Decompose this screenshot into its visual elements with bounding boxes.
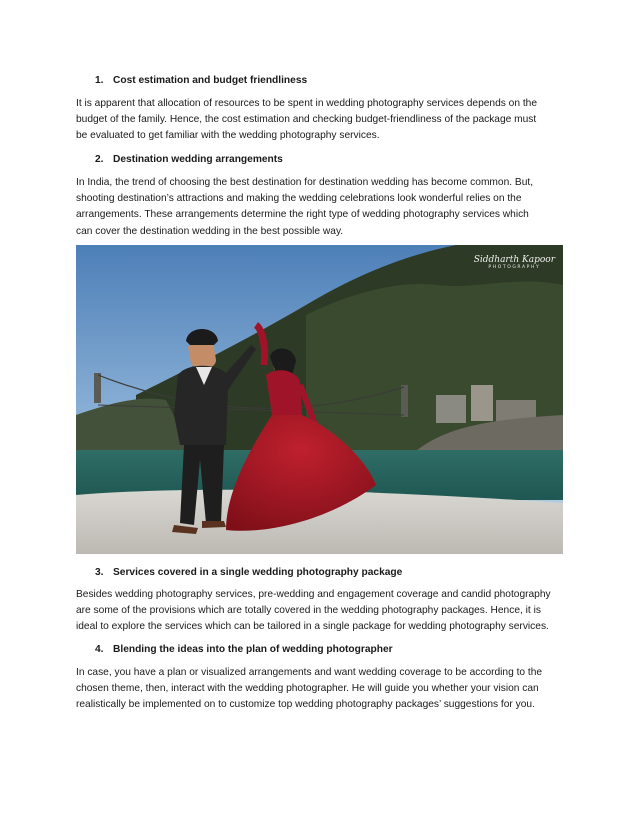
photographer-watermark — [474, 255, 555, 270]
section-4-heading — [95, 643, 393, 657]
section-1-heading — [95, 74, 307, 88]
section-2-paragraph — [76, 175, 566, 240]
paragraph-line: ideal to explore the services which can be tailored in a single package for wedding photography services. — [76, 621, 549, 633]
section-3-heading — [95, 566, 402, 580]
bridge-tower — [401, 385, 408, 417]
section-4-number: 4. — [95, 644, 104, 655]
paragraph-line: In India, the trend of choosing the best destination for destination wedding has become common. But, — [76, 177, 534, 188]
paragraph-line: chosen theme, then, interact with the wedding photographer. He will guide you whether your vision can — [76, 683, 539, 695]
section-4-title: Blending the ideas into the plan of wedding photographer — [113, 644, 393, 655]
paragraph-line: be evaluated to get familiar with the wedding photography services. — [76, 130, 380, 142]
section-2-number: 2. — [95, 154, 104, 165]
section-1-title: Cost estimation and budget friendliness — [113, 75, 308, 86]
section-2-heading — [95, 153, 283, 167]
section-1-number: 1. — [95, 75, 104, 86]
paragraph-line: can cover the destination wedding in the best possible way. — [76, 225, 344, 237]
section-3-paragraph — [76, 587, 566, 636]
paragraph-line: arrangements. These arrangements determine the right type of wedding photography services which — [76, 209, 529, 221]
section-3-title: Services covered in a single wedding photography package — [113, 567, 403, 578]
building — [436, 395, 466, 423]
bridge-tower — [94, 373, 101, 403]
building — [471, 385, 493, 421]
paragraph-line: It is apparent that allocation of resources to be spent in wedding photography services depends on the — [76, 98, 537, 109]
paragraph-line: In case, you have a plan or visualized arrangements and want wedding coverage to be according to the — [76, 667, 543, 678]
photo-illustration — [76, 245, 563, 554]
section-4-paragraph — [76, 665, 566, 714]
paragraph-line: Besides wedding photography services, pre-wedding and engagement coverage and candid photography — [76, 589, 551, 600]
paragraph-line: budget of the family. Hence, the cost estimation and checking budget-friendliness of the package must — [76, 114, 537, 126]
watermark-subtitle: PHOTOGRAPHY — [488, 265, 541, 270]
paragraph-line: realistically be implemented on to customize top wedding photography packages’ suggestions for you. — [76, 699, 535, 711]
watermark-script: Siddharth Kapoor — [473, 255, 555, 265]
paragraph-line: are some of the provisions which are totally covered in the wedding photography packages. Hence, it is — [76, 605, 541, 617]
section-3-number: 3. — [95, 567, 104, 578]
section-1-paragraph — [76, 96, 566, 145]
section-2-title: Destination wedding arrangements — [113, 154, 283, 165]
wedding-couple-photo — [76, 245, 563, 554]
paragraph-line: shooting destination’s attractions and making the wedding celebrations look wonderful relies on the — [76, 193, 522, 205]
